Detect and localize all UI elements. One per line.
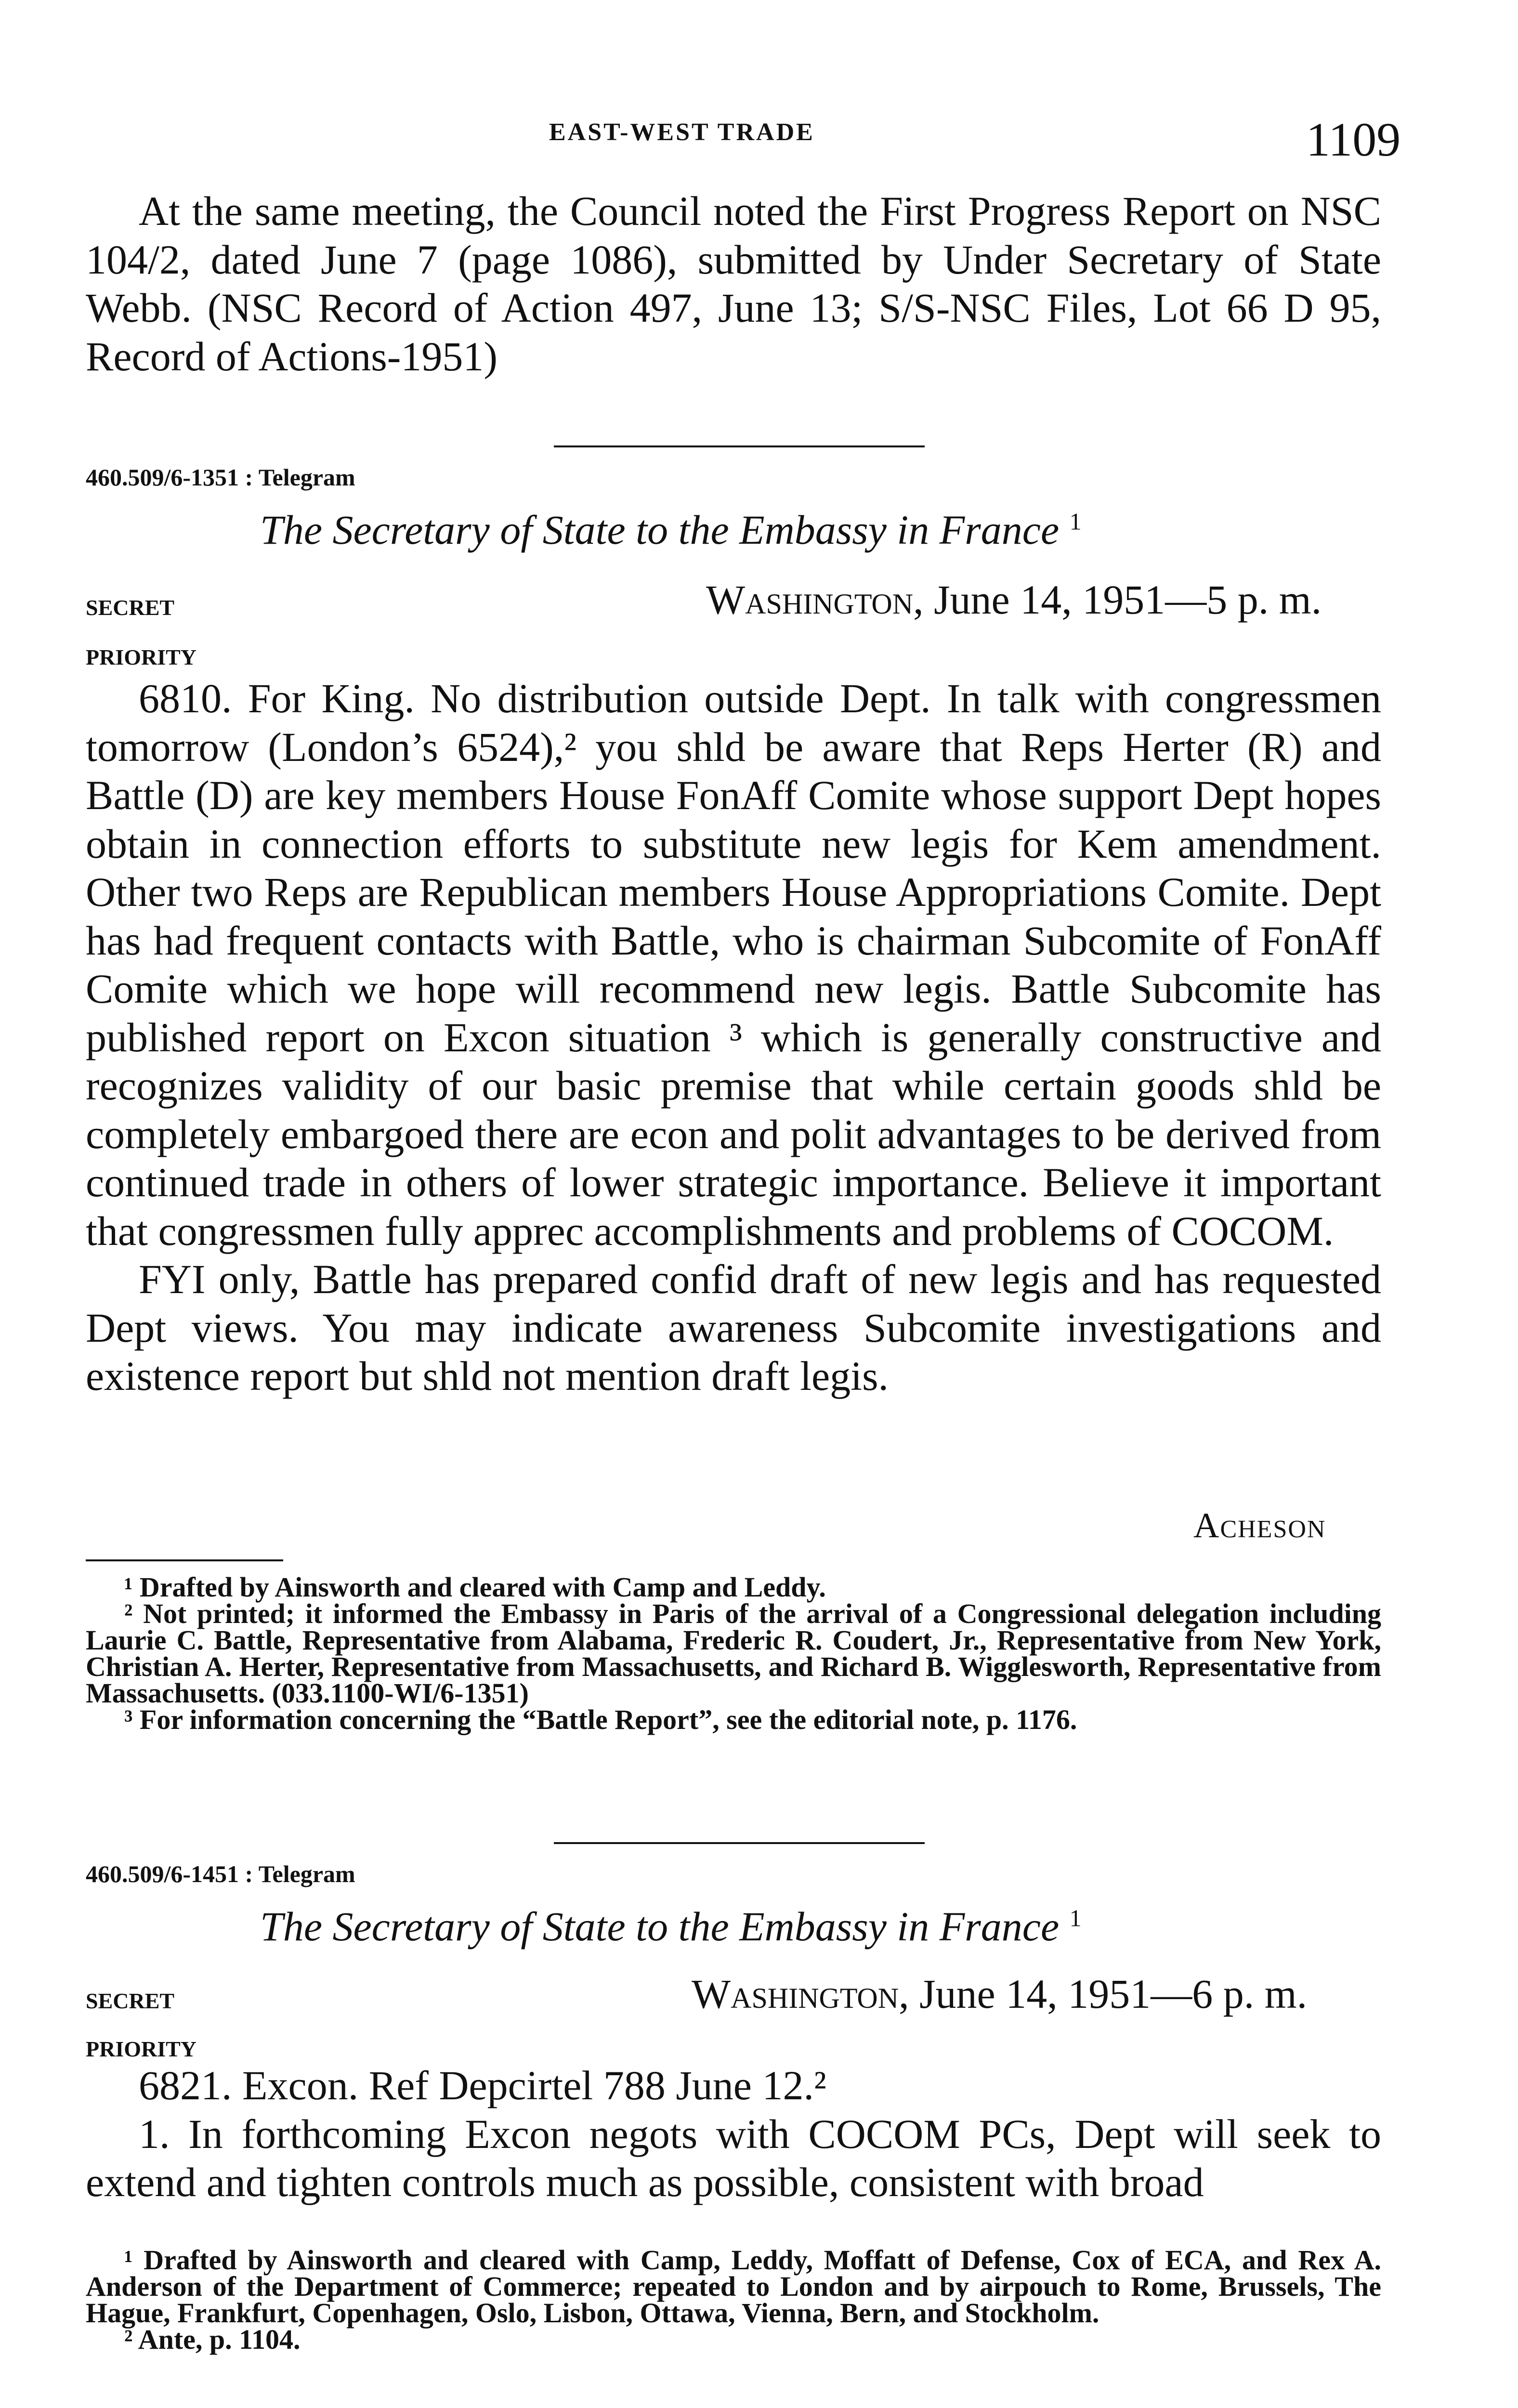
file-reference: 460.509/6-1451 : Telegram [86,1860,355,1887]
footnote: ³ For information concerning the “Battle Report”, see the editorial note, p. 1176. [124,1704,1077,1735]
section-divider [554,1842,925,1844]
classification: SECRET [86,595,175,620]
footnotes [86,2244,1381,2355]
footnote-rule [86,1559,283,1561]
dateline [706,576,1322,624]
footnote: ¹ Drafted by Ainsworth and cleared with Camp, Leddy, Moffatt of Defense, Cox of ECA, and Rex A. Anderson of the Department of Commerce; repeated to London and by airpouch to Rome, Brussels, The Hague, Frankfurt, Copenhagen, Oslo, Lisbon, Ottawa, Vienna, Bern, and Stockholm. [86,2244,1381,2329]
dateline-date: , June 14, 1951—6 p. m. [899,1971,1308,2017]
file-reference: 460.509/6-1351 : Telegram [86,464,355,491]
telegram-body [86,2061,1381,2207]
intro-paragraph [86,187,1381,380]
title-footnote-marker: 1 [1069,1904,1082,1932]
dateline-place: Washington [706,576,914,623]
telegram-paragraph: 6821. Excon. Ref Depcirtel 788 June 12.² [139,2062,826,2108]
section-divider [554,445,925,447]
priority: PRIORITY [86,645,197,669]
document-title [260,1902,1082,1950]
priority: PRIORITY [86,2037,197,2061]
footnotes [86,1571,1381,1735]
footnote: ¹ Drafted by Ainsworth and cleared with Camp and Leddy. [124,1571,826,1603]
footnote: ² Not printed; it informed the Embassy in Paris of the arrival of a Congressional delegation including Laurie C. Battle, Representative from Alabama, Frederic R. Coudert, Jr., Representative from New York, Christian A. Herter, Representative from Massachusetts, and Richard B. Wigglesworth, Representative from Massachusetts. (033.1100-WI/6-1351) [86,1598,1381,1709]
dateline [692,1970,1307,2018]
signature: Acheson [1193,1506,1326,1545]
title-footnote-marker: 1 [1069,508,1082,535]
running-head: EAST-WEST TRADE [549,118,815,146]
telegram-body [86,674,1381,1400]
document-title-text: The Secretary of State to the Embassy in France [260,507,1060,553]
telegram-paragraph: 6810. For King. No distribution outside Dept. In talk with congressmen tomorrow (London’s 6524),² you shld be aware that Reps Herter (R) and Battle (D) are key members House FonAff Comite whose support Dept hopes obtain in connection efforts to substitute new legis for Kem amendment. Other two Reps are Republican members House Appropriations Comite. Dept has had frequent contacts with Battle, who is chairman Subcomite of FonAff Comite which we hope will recommend new legis. Battle Subcomite has published report on Excon situation ³ which is generally constructive and recognizes validity of our basic premise that while certain goods shld be completely embargoed there are econ and polit advantages to be derived from continued trade in others of lower strategic importance. Believe it important that congressmen fully apprec accomplishments and problems of COCOM. [86,675,1381,1254]
classification: SECRET [86,1989,175,2013]
telegram-paragraph: FYI only, Battle has prepared confid draft of new legis and has requested Dept views. You may indicate awareness Subcomite investigations and existence report but shld not mention draft legis. [86,1256,1381,1399]
telegram-paragraph: 1. In forthcoming Excon negots with COCOM PCs, Dept will seek to extend and tighten controls much as possible, consistent with broad [86,2110,1381,2205]
document-title [260,506,1082,554]
dateline-date: , June 14, 1951—5 p. m. [913,576,1322,623]
dateline-place: Washington [692,1971,899,2017]
document-title-text: The Secretary of State to the Embassy in France [260,1903,1060,1950]
intro-paragraph-text: At the same meeting, the Council noted the First Progress Report on NSC 104/2, dated June 7 (page 1086), submitted by Under Secretary of State Webb. (NSC Record of Action 497, June 13; S/S-NSC Files, Lot 66 D 95, Record of Actions-1951) [86,188,1381,380]
footnote: ² Ante, p. 1104. [124,2324,301,2355]
page-number: 1109 [1306,113,1401,166]
